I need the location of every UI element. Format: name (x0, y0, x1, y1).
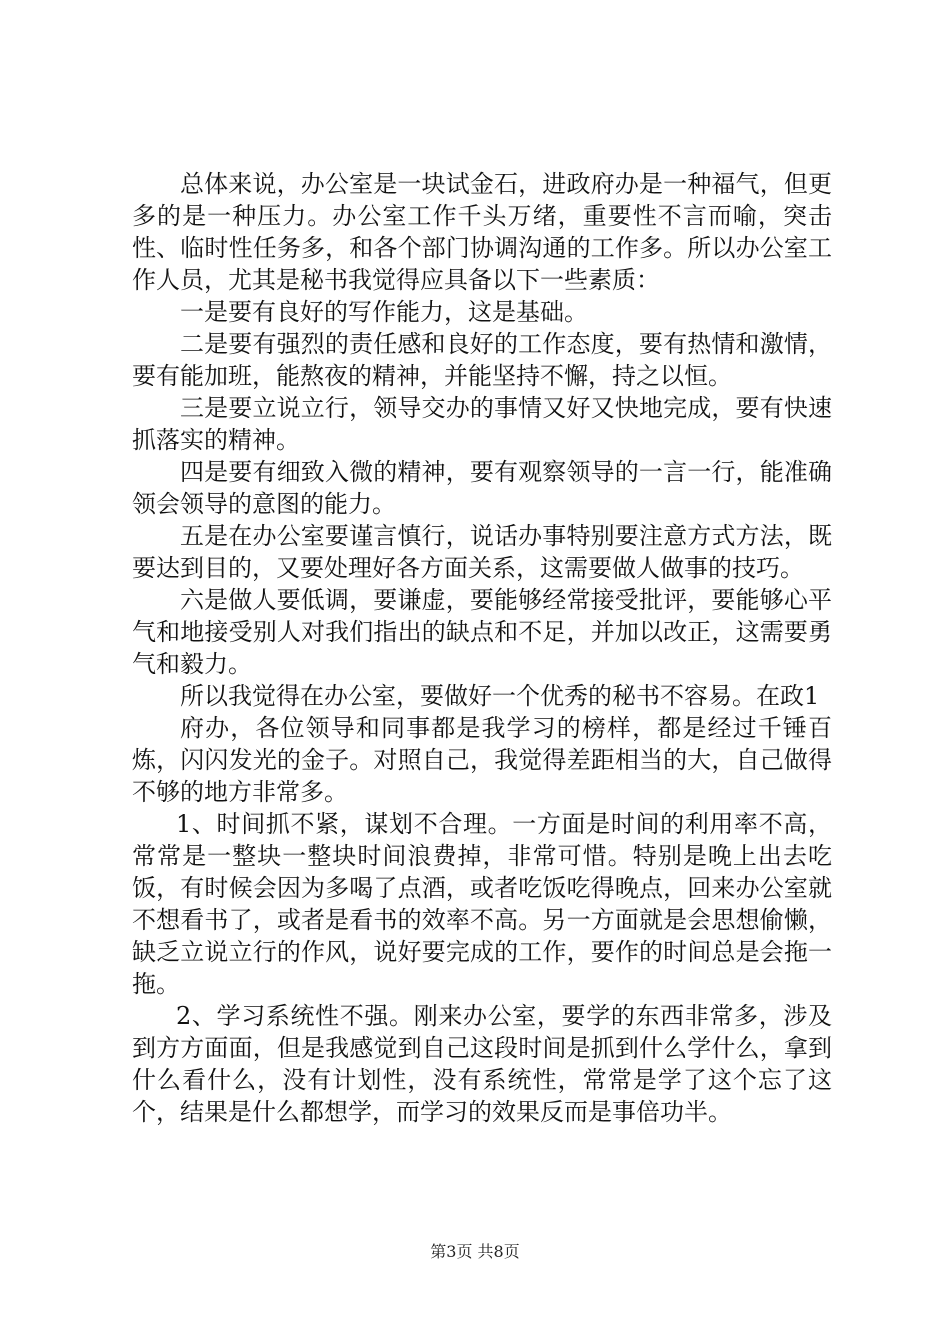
page-number-footer: 第3页 共8页 (430, 1242, 520, 1261)
paragraph-quality-2: 二是要有强烈的责任感和良好的工作态度，要有热情和激情，要有能加班，能熬夜的精神，并能坚持不懈，持之以恒。 (132, 330, 832, 390)
paragraph-summary: 总体来说，办公室是一块试金石，进政府办是一种福气，但更多的是一种压力。办公室工作千头万绪，重要性不言而喻，突击性、临时性任务多，和各个部门协调沟通的工作多。所以办公室工作人员，尤其是秘书我觉得应具备以下一些素质： (132, 170, 832, 294)
paragraph-conclusion: 所以我觉得在办公室，要做好一个优秀的秘书不容易。在政1 (180, 682, 820, 710)
paragraph-shortcoming-1: 1、时间抓不紧，谋划不合理。一方面是时间的利用率不高，常常是一整块一整块时间浪费掉，非常可惜。特别是晚上出去吃饭，有时候会因为多喝了点酒，或者吃饭吃得晚点，回来办公室就不想看书了，或者是看书的效率不高。另一方面就是会思想偷懒，缺乏立说立行的作风，说好要完成的工作，要作的时间总是会拖一拖。 (132, 810, 832, 998)
paragraph-quality-1: 一是要有良好的写作能力，这是基础。 (180, 298, 588, 326)
paragraph-role-models: 府办，各位领导和同事都是我学习的榜样，都是经过千锤百炼，闪闪发光的金子。对照自己，我觉得差距相当的大，自己做得不够的地方非常多。 (132, 714, 832, 806)
paragraph-quality-5: 五是在办公室要谨言慎行，说话办事特别要注意方式方法，既要达到目的，又要处理好各方面关系，这需要做人做事的技巧。 (132, 522, 832, 582)
document-body (132, 168, 832, 1128)
paragraph-shortcoming-2: 2、学习系统性不强。刚来办公室，要学的东西非常多，涉及到方方面面，但是我感觉到自己这段时间是抓到什么学什么，拿到什么看什么，没有计划性，没有系统性，常常是学了这个忘了这个，结果是什么都想学，而学习的效果反而是事倍功半。 (132, 1002, 832, 1126)
paragraph-quality-4: 四是要有细致入微的精神，要有观察领导的一言一行，能准确领会领导的意图的能力。 (132, 458, 832, 518)
paragraph-quality-6: 六是做人要低调，要谦虚，要能够经常接受批评，要能够心平气和地接受别人对我们指出的缺点和不足，并加以改正，这需要勇气和毅力。 (132, 586, 832, 678)
paragraph-quality-3: 三是要立说立行，领导交办的事情又好又快地完成，要有快速抓落实的精神。 (132, 394, 832, 454)
